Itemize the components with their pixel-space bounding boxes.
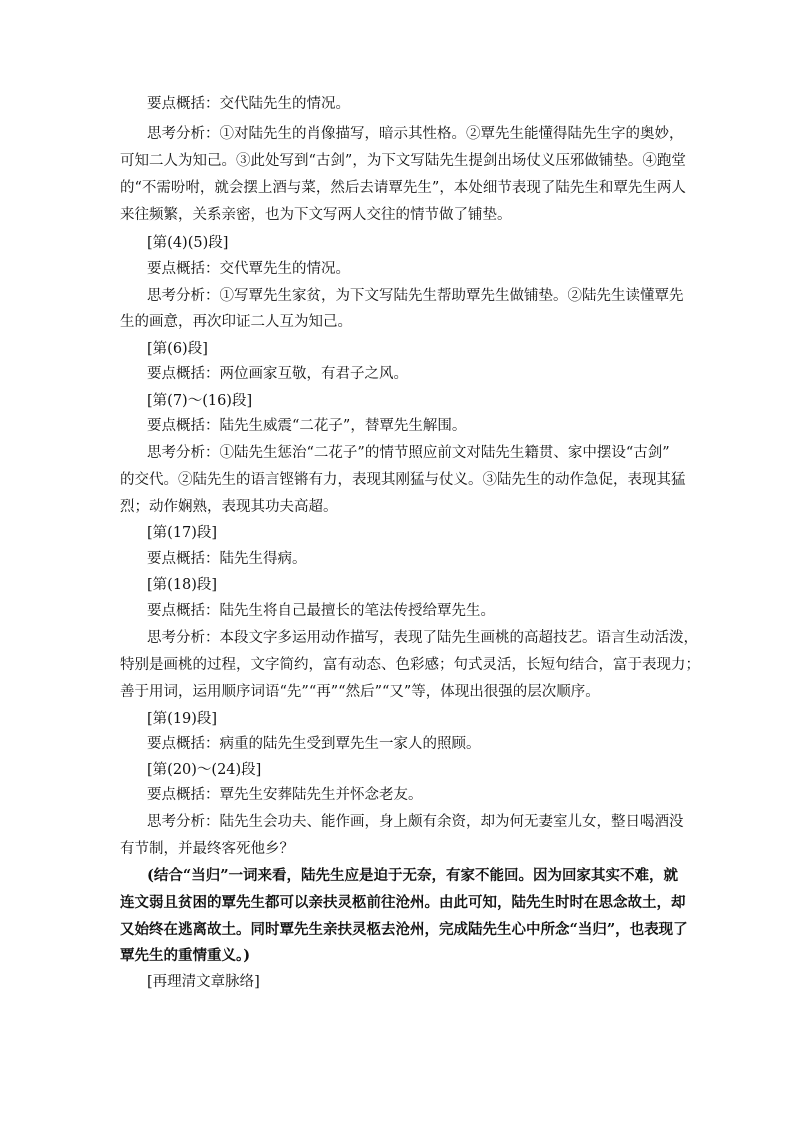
line-16: 烈；动作娴熟，表现其功夫高超。 — [120, 499, 338, 515]
line-27: 要点概括：覃先生安葬陆先生并怀念老友。 — [147, 787, 423, 803]
line-13: 要点概括：陆先生威震“二花子”，替覃先生解围。 — [147, 418, 467, 434]
section-heading-19: [第(19)段] — [147, 711, 218, 727]
line-8: 思考分析：①写覃先生家贫，为下文写陆先生帮助覃先生做铺垫。②陆先生读懂覃先 — [147, 288, 684, 304]
line-15: 的交代。②陆先生的语言铿锵有力，表现其刚猛与仗义。③陆先生的动作急促，表现其猛 — [120, 472, 686, 488]
line-5: 来往频繁，关系亲密，也为下文写两人交往的情节做了铺垫。 — [120, 207, 512, 223]
line-25: 要点概括：病重的陆先生受到覃先生一家人的照顾。 — [147, 736, 481, 752]
line-11: 要点概括：两位画家互敬，有君子之风。 — [147, 366, 408, 382]
line-3: 可知二人为知己。③此处写到“古剑”，为下文写陆先生提剑出场仗义压邪做铺垫。④跑堂 — [120, 153, 686, 169]
answer-line-2: 连文弱且贫困的覃先生都可以亲扶灵柩前往沧州。由此可知，陆先生时时在思念故土，却 — [120, 894, 686, 911]
answer-line-1: (结合“当归”一词来看，陆先生应是迫于无奈，有家不能回。因为回家其实不难，就 — [147, 867, 679, 884]
line-1: 要点概括：交代陆先生的情况。 — [147, 96, 350, 112]
line-23: 善于用词，运用顺序词语“先”“再”“然后”“又”等，体现出很强的层次顺序。 — [120, 684, 600, 700]
line-4: 的“不需吩咐，就会摆上酒与菜，然后去请覃先生”，本处细节表现了陆先生和覃先生两人 — [120, 180, 686, 196]
line-21: 思考分析：本段文字多运用动作描写，表现了陆先生画桃的高超技艺。语言生动活泼， — [147, 630, 698, 646]
section-heading-20-24: [第(20)～(24)段] — [147, 762, 262, 778]
answer-line-4: 覃先生的重情重义。) — [120, 947, 251, 964]
line-14: 思考分析：①陆先生惩治“二花子”的情节照应前文对陆先生籍贯、家中摆设“古剑” — [147, 445, 670, 461]
section-heading-6: [第(6)段] — [147, 341, 208, 357]
line-2: 思考分析：①对陆先生的肖像描写，暗示其性格。②覃先生能懂得陆先生字的奥妙， — [147, 126, 684, 142]
line-9: 生的画意，再次印证二人互为知己。 — [120, 314, 352, 330]
answer-line-3: 又始终在逃离故土。同时覃先生亲扶灵柩去沧州，完成陆先生心中所念“当归”，也表现了 — [120, 921, 688, 938]
section-heading-structure: [再理清文章脉络] — [147, 974, 260, 990]
line-20: 要点概括：陆先生将自己最擅长的笔法传授给覃先生。 — [147, 603, 495, 619]
section-heading-18: [第(18)段] — [147, 577, 218, 593]
line-7: 要点概括：交代覃先生的情况。 — [147, 261, 350, 277]
section-heading-7-16: [第(7)～(16)段] — [147, 393, 253, 409]
line-18: 要点概括：陆先生得病。 — [147, 551, 307, 567]
line-22: 特别是画桃的过程，文字简约，富有动态、色彩感；句式灵活，长短句结合，富于表现力； — [120, 657, 700, 673]
line-28: 思考分析：陆先生会功夫、能作画，身上颇有余资，却为何无妻室儿女，整日喝酒没 — [147, 814, 684, 830]
section-heading-17: [第(17)段] — [147, 525, 218, 541]
line-29: 有节制，并最终客死他乡？ — [120, 841, 294, 857]
section-heading-4-5: [第(4)(5)段] — [147, 235, 229, 251]
